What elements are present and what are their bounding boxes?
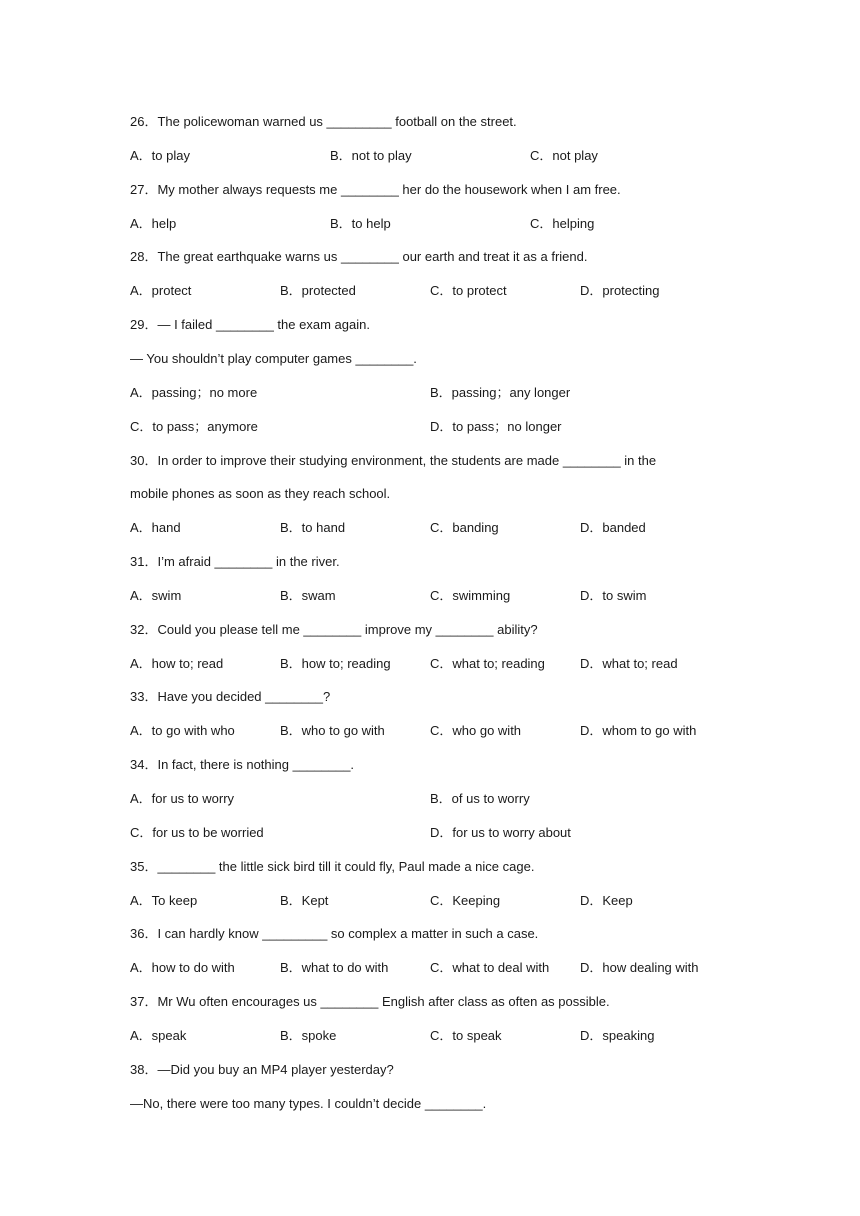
answer-option: A．hand [130,520,181,536]
answer-option: B．passing；any longer [430,384,571,400]
answer-option: D．what to; read [580,655,678,671]
answer-option: C．to speak [430,1027,502,1043]
answer-option: B．of us to worry [430,791,530,806]
answer-option: A．how to; read [130,655,224,671]
answer-option: C．swimming [430,587,511,603]
answer-option: A．speak [130,1027,187,1043]
answer-option: A．swim [130,587,182,603]
question-stem: 38．—Did you buy an MP4 player yesterday? [130,1061,394,1077]
question-stem: 33．Have you decided ________? [130,689,331,705]
answer-option: D．how dealing with [580,960,699,976]
answer-option: A．passing；no more [130,384,258,400]
question-stem: 26．The policewoman warned us _________ football on the street. [130,114,517,129]
answer-option: C．what to deal with [430,960,550,976]
question-stem: 36．I can hardly know _________ so complex a matter in such a case. [130,926,539,942]
answer-option: C．Keeping [430,892,501,908]
answer-option: C．for us to be worried [130,824,264,840]
answer-option: D．speaking [580,1027,655,1043]
answer-option: A．how to do with [130,960,235,976]
question-stem: 29．— I failed ________ the exam again. [130,317,370,333]
answer-option: C．who go with [430,723,522,739]
answer-option: D．Keep [580,892,633,908]
answer-option: A．to go with who [130,723,235,739]
answer-option: B．what to do with [280,960,389,976]
answer-option: D．to swim [580,587,647,603]
answer-option: D．for us to worry about [430,824,571,840]
answer-option: D．protecting [580,283,660,299]
answer-option: D．banded [580,520,646,536]
answer-option: D．whom to go with [580,723,697,739]
question-stem: 35．________ the little sick bird till it could fly, Paul made a nice cage. [130,858,535,874]
answer-option: B．protected [280,283,356,299]
question-stem: 37．Mr Wu often encourages us ________ English after class as often as possible. [130,994,610,1010]
answer-option: C．to pass；anymore [130,418,258,434]
answer-option: D．to pass；no longer [430,418,562,434]
question-line: mobile phones as soon as they reach school. [130,486,391,502]
answer-option: C．helping [530,215,595,231]
question-stem: 27．My mother always requests me ________ her do the housework when I am free. [130,181,621,197]
question-stem: 28．The great earthquake warns us ________ our earth and treat it as a friend. [130,249,588,265]
answer-option: C．what to; reading [430,655,545,671]
answer-option: C．banding [430,520,499,536]
answer-option: B．swam [280,587,336,603]
answer-option: A．help [130,215,177,231]
answer-option: C．to protect [430,283,507,299]
question-line: —No, there were too many types. I couldn’t decide ________. [130,1095,487,1111]
answer-option: C．not play [530,147,598,163]
answer-option: B．spoke [280,1027,337,1043]
answer-option: A．To keep [130,892,198,908]
answer-option: B．not to play [330,147,412,163]
answer-option: A．protect [130,283,192,299]
question-stem: 31．I’m afraid ________ in the river. [130,554,340,570]
question-stem: 32．Could you please tell me ________ improve my ________ ability? [130,621,538,637]
answer-option: B．how to; reading [280,655,391,671]
answer-option: B．to hand [280,520,346,536]
question-stem: 34．In fact, there is nothing ________. [130,757,355,773]
answer-option: B．who to go with [280,723,385,739]
question-line: — You shouldn’t play computer games ________. [130,350,417,366]
question-stem: 30．In order to improve their studying environment, the students are made ________ in the [130,452,657,468]
answer-option: B．Kept [280,892,329,908]
answer-option: B．to help [330,215,391,231]
answer-option: A．to play [130,147,190,163]
answer-option: A．for us to worry [130,791,235,806]
